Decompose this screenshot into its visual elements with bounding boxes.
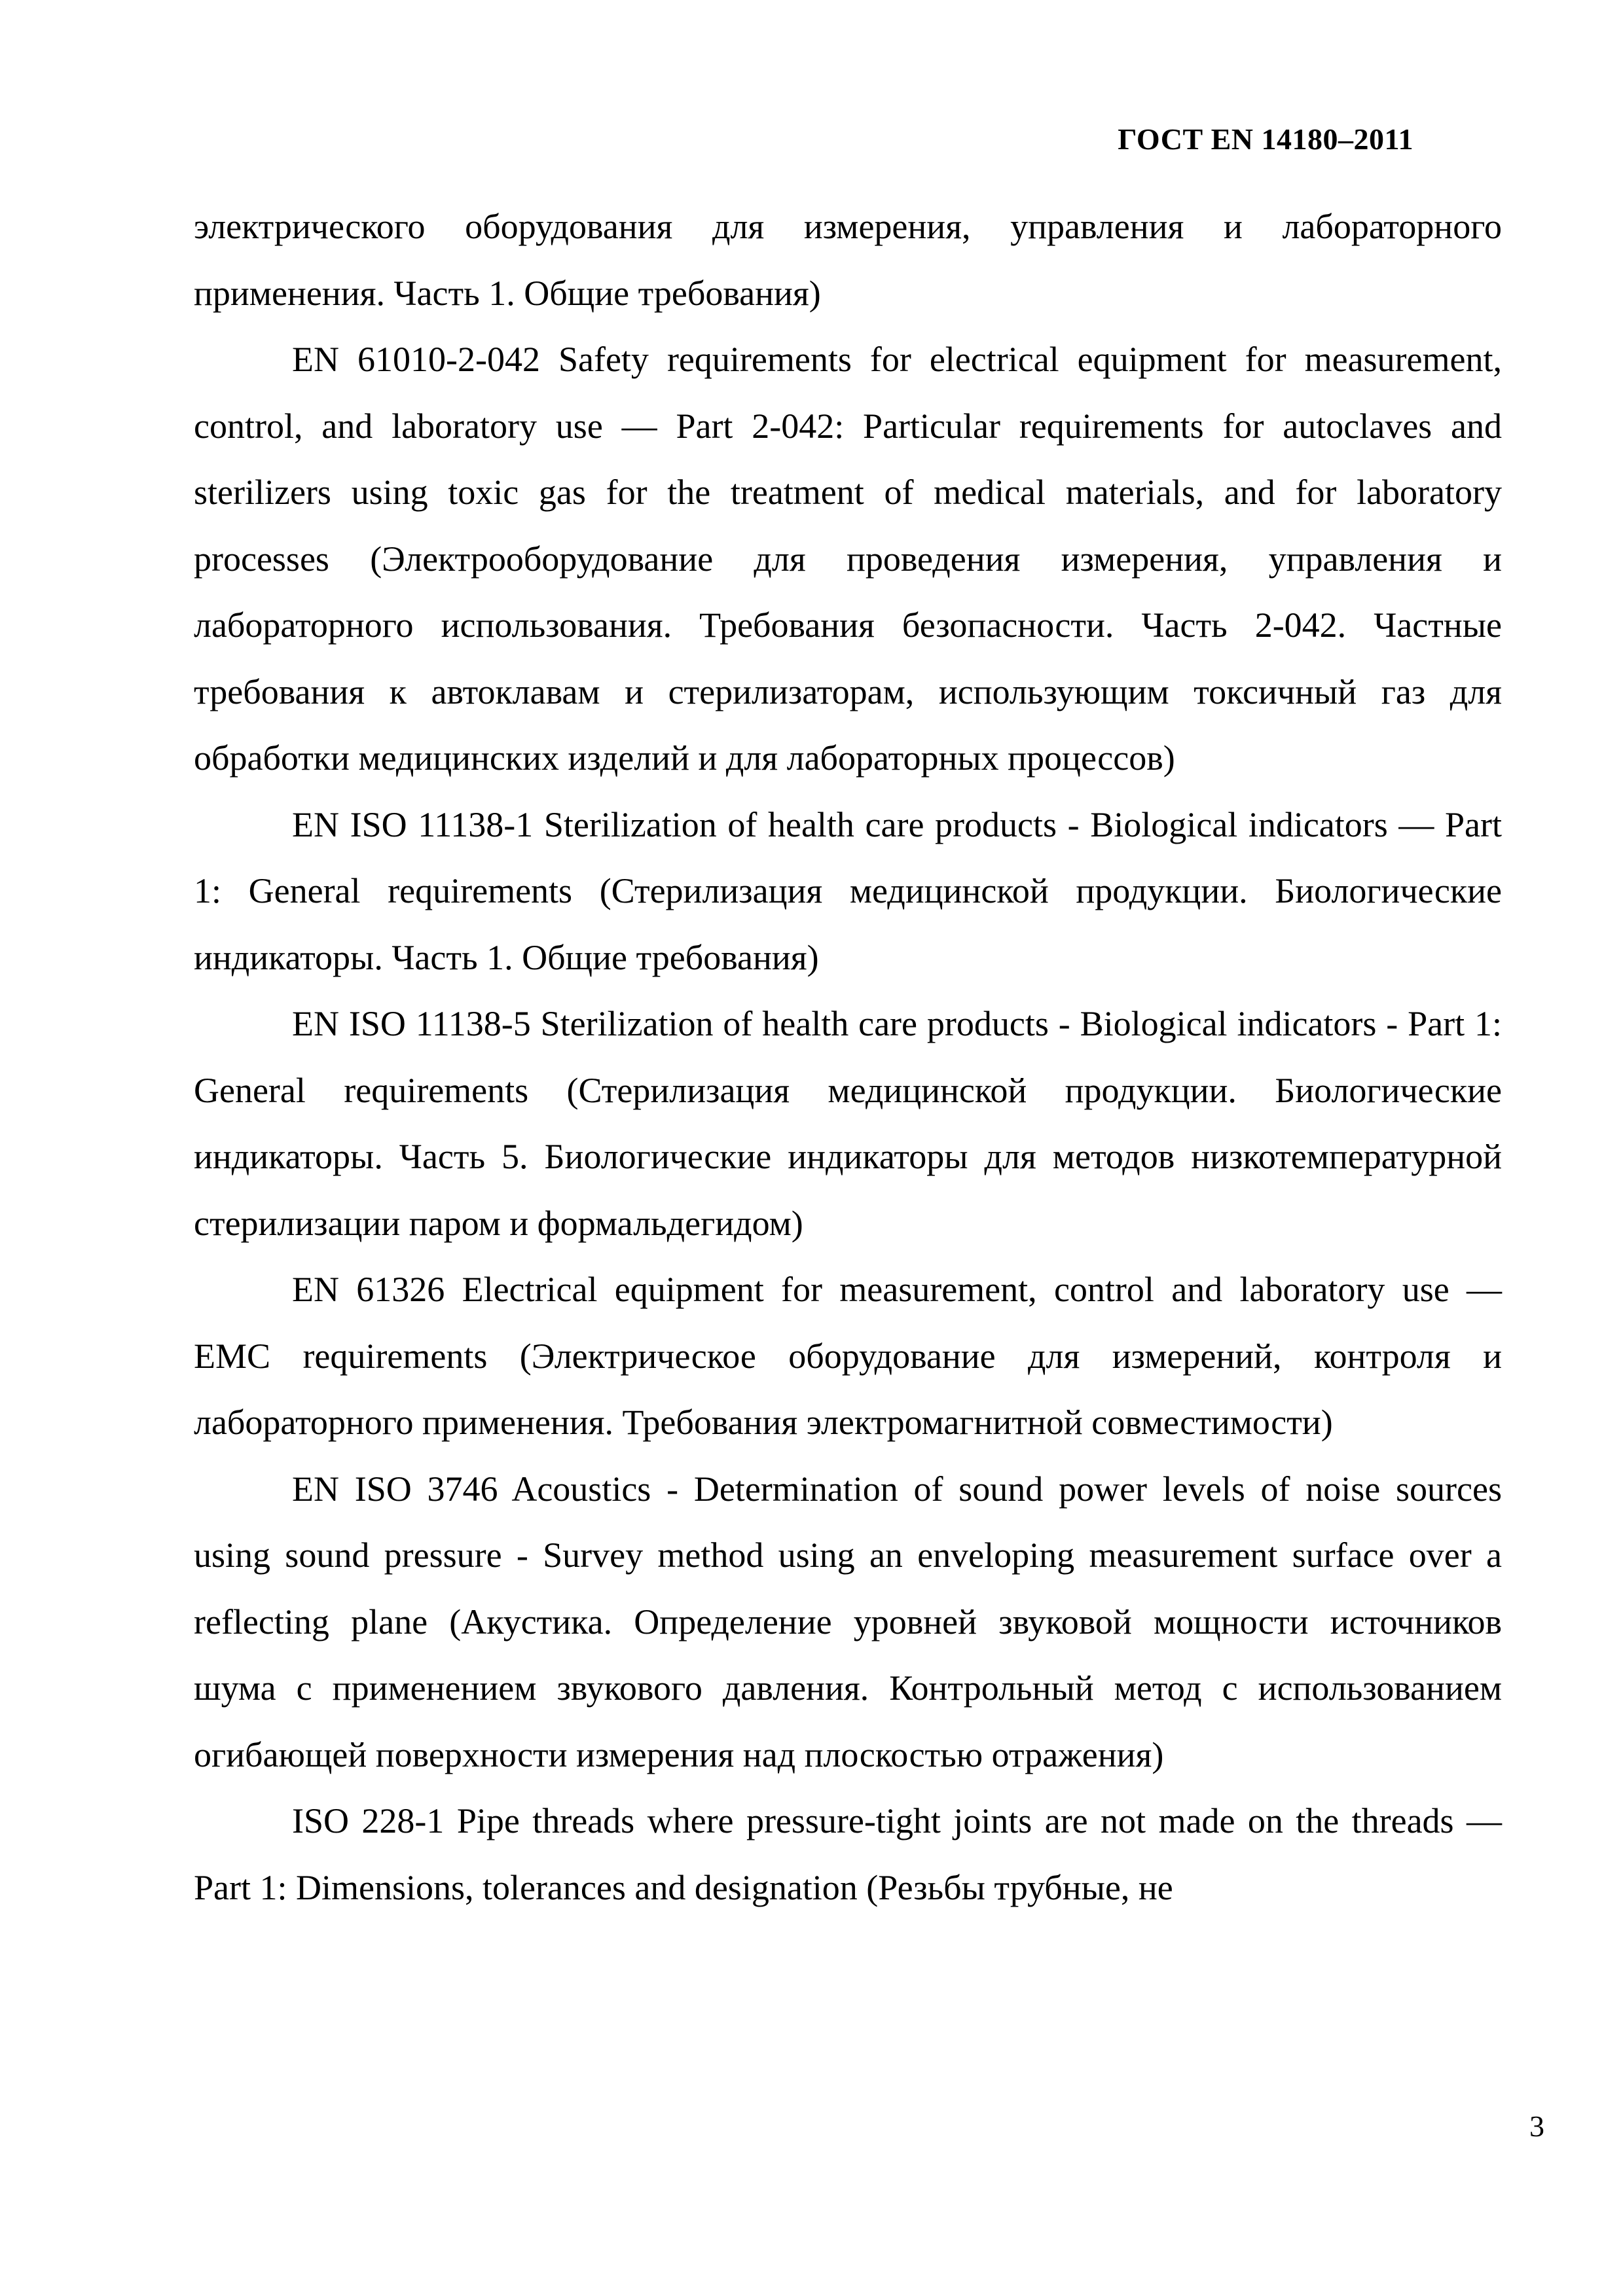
reference-en-iso-11138-5: EN ISO 11138-5 Sterilization of health care products - Biological indicators - Part 1: General requirements (Стерилизация медицинской продукции. Биологические индикаторы. Часть 5. Биологические индикаторы для методов низкотемпературной стерилизации паром и формальдегидом) [194,1004,1502,1243]
reference-iso-228-1: ISO 228-1 Pipe threads where pressure-tight joints are not made on the threads — Part 1: Dimensions, tolerances and designation (Резьбы трубные, не [194,1801,1502,1907]
reference-en-iso-11138-1: EN ISO 11138-1 Sterilization of health care products - Biological indicators — Part 1: General requirements (Стерилизация медицинской продукции. Биологические индикаторы. Часть 1. Общие требования) [194,804,1502,977]
document-body [194,194,1502,1921]
reference-en-61326: EN 61326 Electrical equipment for measurement, control and laboratory use — EMC requirements (Электрическое оборудование для измерений, контроля и лабораторного применения. Требования электромагнитной совместимости) [194,1270,1502,1442]
document-header-standard-id: ГОСТ EN 14180–2011 [1118,122,1413,156]
paragraph-continuation: электрического оборудования для измерения, управления и лабораторного применения. Часть 1. Общие требования) [194,207,1502,313]
reference-en-61010-2-042: EN 61010-2-042 Safety requirements for electrical equipment for measurement, control, and laboratory use — Part 2-042: Particular requirements for autoclaves and sterilizers using toxic gas for the treatment of medical materials, and for laboratory processes (Электрооборудование для проведения измерения, управления и лабораторного использования. Требования безопасности. Часть 2-042. Частные требования к автоклавам и стерилизаторам, использующим токсичный газ для обработки медицинских изделий и для лабораторных процессов) [194,340,1502,778]
reference-en-iso-3746: EN ISO 3746 Acoustics - Determination of sound power levels of noise sources using sound pressure - Survey method using an enveloping measurement surface over a reflecting plane (Акустика. Определение уровней звуковой мощности источников шума с применением звукового давления. Контрольный метод с использованием огибающей поверхности измерения над плоскостью отражения) [194,1469,1502,1774]
page-number: 3 [1529,2109,1544,2143]
